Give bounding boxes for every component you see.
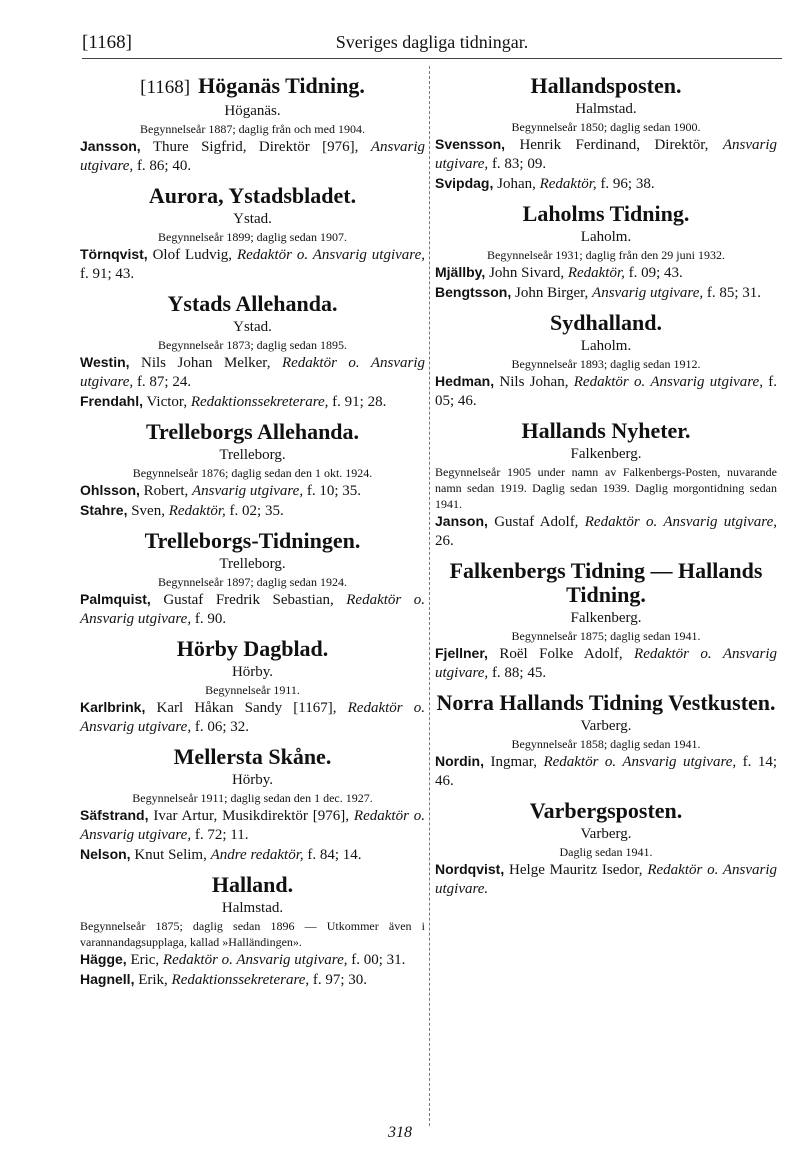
place-name: Laholm. — [580, 229, 632, 245]
staff-role: Redaktör, — [168, 503, 226, 519]
staff-role: Redaktör o. Ansvarig utgivare, — [236, 247, 425, 263]
staff-entry — [435, 860, 777, 899]
staff-birth: f. 06; 32. — [194, 719, 250, 735]
place-name: Trelleborg. — [219, 447, 286, 463]
staff-surname: Ohlsson, — [80, 482, 140, 498]
staff-role: Redaktör o. Ansvarig utgivare, — [584, 514, 777, 530]
newspaper-title — [80, 529, 425, 553]
staff-name: Karl Håkan Sandy [1167], — [156, 700, 337, 716]
staff-entry — [80, 950, 425, 970]
staff-name: Ivar Artur, Musikdirektör [976], — [153, 808, 350, 824]
newspaper-title — [80, 74, 425, 100]
staff-name: Roël Folke Adolf, — [499, 646, 623, 662]
newspaper-name: Trelleborgs Allehanda. — [145, 419, 360, 444]
staff-name: John Sivard, — [489, 265, 565, 281]
place-name: Falkenberg. — [570, 446, 642, 462]
newspaper-entry — [435, 419, 777, 551]
staff-name: Victor, — [146, 394, 188, 410]
right-column — [435, 66, 777, 907]
staff-entry — [80, 137, 425, 176]
staff-entry — [435, 752, 777, 791]
place-name: Trelleborg. — [219, 556, 286, 572]
place-name: Halmstad. — [221, 900, 284, 916]
entry-number: [1168] — [140, 77, 191, 98]
staff-entry — [435, 283, 777, 303]
staff-entry — [80, 481, 425, 501]
publication-info: Begynnelseår 1873; daglig sedan 1895. — [158, 338, 347, 352]
newspaper-entry — [435, 799, 777, 899]
staff-entry — [80, 245, 425, 284]
staff-name: Robert, — [143, 483, 189, 499]
newspaper-name: Hallands Nyheter. — [521, 418, 691, 443]
staff-birth: f. 87; 24. — [136, 374, 192, 390]
place-name: Hörby. — [231, 772, 274, 788]
staff-surname: Nordin, — [435, 753, 484, 769]
place-name: Höganäs. — [224, 103, 281, 119]
newspaper-entry — [80, 74, 425, 176]
staff-role: Redaktör, — [539, 176, 597, 192]
place-name: Halmstad. — [575, 101, 637, 117]
staff-role: Redaktör o. Ansvarig utgivare, — [573, 374, 763, 390]
staff-entry — [80, 806, 425, 845]
staff-birth: f. 86; 40. — [136, 158, 192, 174]
staff-role: Redaktör o. Ansvarig utgivare, — [80, 808, 426, 843]
staff-name: Gustaf Fredrik Sebastian, — [163, 592, 334, 608]
staff-role: Redaktör o. Ansvarig utgivare, — [543, 754, 737, 770]
staff-entry — [435, 644, 777, 683]
staff-name: Johan, — [497, 176, 536, 192]
staff-entry — [80, 845, 425, 865]
staff-name: Nils Johan, — [499, 374, 569, 390]
staff-role: Redaktör, — [567, 265, 625, 281]
staff-entry — [435, 512, 777, 551]
staff-role: Redaktör o. Ansvarig utgivare, — [80, 355, 426, 390]
staff-name: Ingmar, — [490, 754, 537, 770]
staff-birth: f. 10; 35. — [306, 483, 361, 499]
staff-role: Redaktör o. Ansvarig utgivare, — [80, 592, 425, 627]
staff-surname: Törnqvist, — [80, 246, 148, 262]
staff-entry — [80, 353, 425, 392]
staff-surname: Nelson, — [80, 846, 131, 862]
staff-surname: Jansson, — [80, 138, 141, 154]
staff-role: Redaktör o. Ansvarig utgivare, — [435, 646, 777, 681]
newspaper-name: Sydhalland. — [550, 310, 662, 335]
publication-info: Begynnelseår 1911. — [205, 683, 300, 697]
publication-info: Begynnelseår 1893; daglig sedan 1912. — [511, 357, 701, 371]
newspaper-entry — [435, 74, 777, 194]
newspaper-entry — [80, 637, 425, 737]
newspaper-entry — [80, 745, 425, 865]
staff-surname: Fjellner, — [435, 645, 488, 661]
publication-info: Begynnelseår 1875; daglig sedan 1941. — [511, 629, 701, 643]
publication-info: Begynnelseår 1875; daglig sedan 1896 — Utkommer även i varannandagsupplaga, kallad »Halländingen». — [80, 919, 425, 949]
column-divider — [429, 66, 430, 1126]
staff-entry — [80, 590, 425, 629]
staff-role: Ansvarig utgivare, — [191, 483, 304, 499]
newspaper-entry — [435, 202, 777, 303]
staff-surname: Palmquist, — [80, 591, 151, 607]
newspaper-entry — [80, 420, 425, 521]
staff-role: Redaktör o. Ansvarig utgivare. — [435, 862, 778, 897]
staff-name: Nils Johan Melker, — [141, 355, 271, 371]
staff-entry — [80, 970, 425, 990]
publication-info: Begynnelseår 1897; daglig sedan 1924. — [158, 575, 347, 589]
staff-surname: Hagnell, — [80, 971, 135, 987]
staff-birth: f. 91; 28. — [332, 394, 387, 410]
staff-birth: f. 91; 43. — [80, 266, 135, 282]
page-header — [82, 32, 782, 59]
newspaper-entry — [435, 311, 777, 411]
staff-name: Thure Sigfrid, Direktör [976], — [152, 139, 359, 155]
staff-surname: Hägge, — [80, 951, 127, 967]
newspaper-entry — [80, 873, 425, 990]
newspaper-entry — [435, 559, 777, 683]
staff-surname: Svipdag, — [435, 175, 494, 191]
staff-birth: f. 14; 46. — [435, 754, 778, 789]
newspaper-title — [435, 799, 777, 823]
staff-surname: Mjällby, — [435, 264, 486, 280]
staff-entry — [80, 501, 425, 521]
staff-birth: f. 84; 14. — [307, 847, 362, 863]
staff-name: Eric, — [130, 952, 160, 968]
staff-birth: f. 83; 09. — [491, 156, 547, 172]
newspaper-name: Aurora, Ystadsbladet. — [148, 183, 357, 208]
staff-name: Olof Ludvig, — [152, 247, 233, 263]
newspaper-title — [435, 419, 777, 443]
staff-birth: f. 90. — [194, 611, 227, 627]
staff-birth: f. 96; 38. — [600, 176, 655, 192]
publication-info: Begynnelseår 1911; daglig sedan den 1 dec. 1927. — [132, 791, 373, 805]
left-column — [80, 66, 425, 998]
staff-birth: f. 05; 46. — [435, 374, 778, 409]
staff-role: Ansvarig utgivare, — [80, 139, 425, 174]
staff-role: Redaktionssekreterare, — [171, 972, 310, 988]
staff-name: Erik, — [138, 972, 168, 988]
place-name: Falkenberg. — [570, 610, 642, 626]
staff-entry — [435, 174, 777, 194]
newspaper-title — [435, 311, 777, 335]
newspaper-name: Hörby Dagblad. — [176, 636, 329, 661]
newspaper-title — [80, 184, 425, 208]
staff-birth: f. 02; 35. — [229, 503, 284, 519]
newspaper-entry — [80, 184, 425, 284]
staff-name: Helge Mauritz Isedor, — [509, 862, 643, 878]
place-name: Ystad. — [233, 211, 272, 227]
staff-name: Knut Selim, — [134, 847, 207, 863]
publication-info: Daglig sedan 1941. — [559, 845, 653, 859]
newspaper-name: Hallandsposten. — [530, 73, 682, 98]
staff-birth: f. 00; 31. — [351, 952, 406, 968]
page-number: [1168] — [82, 32, 132, 53]
newspaper-name: Trelleborgs-Tidningen. — [144, 528, 361, 553]
staff-birth: f. 09; 43. — [628, 265, 683, 281]
newspaper-name: Varbergsposten. — [529, 798, 683, 823]
place-name: Varberg. — [580, 826, 632, 842]
staff-birth: f. 72; 11. — [194, 827, 249, 843]
staff-surname: Svensson, — [435, 136, 506, 152]
newspaper-entry — [80, 529, 425, 629]
place-name: Ystad. — [233, 319, 272, 335]
newspaper-entry — [80, 292, 425, 412]
staff-name: John Birger, — [514, 285, 589, 301]
staff-birth: f. 88; 45. — [491, 665, 547, 681]
staff-surname: Westin, — [80, 354, 130, 370]
staff-role: Andre redaktör, — [210, 847, 304, 863]
staff-surname: Nordqvist, — [435, 861, 505, 877]
publication-info: Begynnelseår 1931; daglig från den 29 juni 1932. — [487, 248, 725, 262]
place-name: Laholm. — [580, 338, 632, 354]
staff-entry — [80, 698, 425, 737]
place-name: Varberg. — [580, 718, 632, 734]
newspaper-title — [435, 202, 777, 226]
page-title: Sveriges dagliga tidningar. — [335, 32, 529, 52]
newspaper-title — [80, 637, 425, 661]
newspaper-title — [80, 292, 425, 316]
staff-surname: Bengtsson, — [435, 284, 512, 300]
staff-surname: Stahre, — [80, 502, 128, 518]
publication-info: Begynnelseår 1858; daglig sedan 1941. — [511, 737, 701, 751]
staff-name: Sven, — [131, 503, 165, 519]
staff-surname: Hedman, — [435, 373, 495, 389]
staff-surname: Janson, — [435, 513, 488, 529]
staff-entry — [435, 372, 777, 411]
page-footer-number: 318 — [388, 1124, 412, 1141]
staff-surname: Frendahl, — [80, 393, 144, 409]
staff-role: Redaktionssekreterare, — [190, 394, 329, 410]
staff-birth: f. 85; 31. — [706, 285, 762, 301]
newspaper-name: Falkenbergs Tidning — Hallands Tidning. — [449, 558, 763, 607]
newspaper-name: Halland. — [211, 872, 294, 897]
publication-info: Begynnelseår 1887; daglig från och med 1904. — [140, 122, 365, 136]
staff-entry — [80, 392, 425, 412]
publication-info: Begynnelseår 1876; daglig sedan den 1 okt. 1924. — [132, 466, 373, 480]
staff-role: Ansvarig utgivare, — [435, 137, 778, 172]
staff-role: Redaktör o. Ansvarig utgivare, — [80, 700, 426, 735]
newspaper-entry — [435, 691, 777, 791]
newspaper-name: Mellersta Skåne. — [173, 744, 332, 769]
newspaper-name: Ystads Allehanda. — [167, 291, 338, 316]
newspaper-title — [435, 691, 777, 715]
staff-birth: f. 97; 30. — [312, 972, 368, 988]
staff-entry — [435, 263, 777, 283]
newspaper-title — [80, 745, 425, 769]
publication-info: Begynnelseår 1899; daglig sedan 1907. — [158, 230, 347, 244]
newspaper-name: Norra Hallands Tidning Vestkusten. — [436, 690, 776, 715]
staff-role: Redaktör o. Ansvarig utgivare, — [162, 952, 348, 968]
newspaper-title — [435, 74, 777, 98]
newspaper-name: Höganäs Tidning. — [198, 73, 365, 98]
staff-birth: 26. — [435, 533, 454, 549]
staff-name: Gustaf Adolf, — [494, 514, 579, 530]
newspaper-title — [80, 420, 425, 444]
newspaper-title — [435, 559, 777, 607]
staff-entry — [435, 135, 777, 174]
publication-info: Begynnelseår 1850; daglig sedan 1900. — [511, 120, 701, 134]
staff-surname: Säfstrand, — [80, 807, 149, 823]
publication-info: Begynnelseår 1905 under namn av Falkenbergs-Posten, nuvarande namn sedan 1919. Daglig sedan 1939. Daglig morgontidning sedan 1941. — [435, 465, 777, 511]
staff-name: Henrik Ferdinand, Direktör, — [519, 137, 709, 153]
newspaper-name: Laholms Tidning. — [522, 201, 690, 226]
newspaper-title — [80, 873, 425, 897]
staff-role: Ansvarig utgivare, — [592, 285, 704, 301]
staff-surname: Karlbrink, — [80, 699, 146, 715]
place-name: Hörby. — [231, 664, 274, 680]
